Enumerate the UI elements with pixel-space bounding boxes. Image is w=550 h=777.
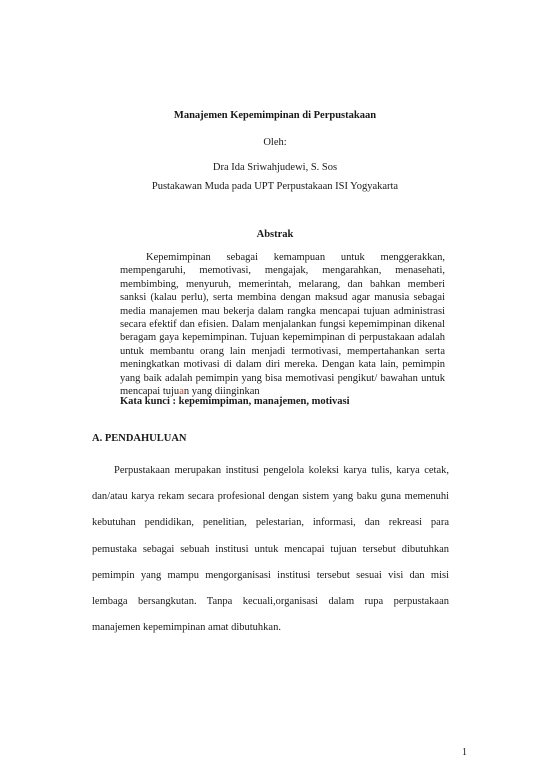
body-section [92,458,449,641]
page-number: 1 [462,747,467,758]
abstract-heading: Abstrak [256,229,294,240]
document-title: Manajemen Kepemimpinan di Perpustakaan [173,110,377,121]
section-heading: A. PENDAHULUAN [92,433,187,444]
keywords: Kata kunci : kepemimpiman, manajemen, motivasi [120,396,350,407]
abstract-text-part-2: n yang diinginkan [183,386,260,398]
abstract-paragraph [120,251,445,398]
author-affiliation: Pustakawan Muda pada UPT Perpustakaan ISI Yogyakarta [151,181,399,192]
body-paragraph: Perpustakaan merupakan institusi pengelola koleksi karya tulis, karya cetak, dan/atau karya rekam secara profesional dengan sistem yang baku guna memenuhi kebutuhan pendidikan, penelitian, pelestarian, informasi, dan rekreasi para pemustaka sebagai sebuah institusi untuk mencapai tujuan tersebut dibutuhkan pemimpin yang mampu mengorganisasi institusi tersebut sesuai visi dan misi lembaga bersangkutan. Tanpa kecuali,organisasi dalam rupa perpustakaan manajemen kepemimpinan amat dibutuhkan. [92,465,449,634]
author-name: Dra Ida Sriwahjudewi, S. Sos [212,162,338,173]
abstract-text-part-1: Kepemimpinan sebagai kemampuan untuk menggerakkan, mempengaruhi, memotivasi, mengajak, mengarahkan, menasehati, membimbing, menyuruh, memerintah, melarang, dan bahkan memberi sanksi (kalau perlu), serta membina dengan maksud agar manusia sebagai media manajemen mau bekerja dalam rangka mencapai tujuan administrasi secara efektif dan efisien. Dalam menjalankan fungsi kepemimpinan dikenal beragam gaya kepemimpinan. Tujuan kepemimpinan di perpustakaan adalah untuk membantu orang lain menjadi termotivasi, mempertahankan serta meningkatkan motivasi di dalam diri mereka. Dengan kata lain, pemimpin yang baik adalah pemimpin yang bisa memotivasi pengikut/ bawahan untuk mencapai tuju [120,252,445,398]
abstract-text-highlight: a [179,386,184,398]
by-label: Oleh: [263,137,287,148]
abstract-body [120,251,445,398]
